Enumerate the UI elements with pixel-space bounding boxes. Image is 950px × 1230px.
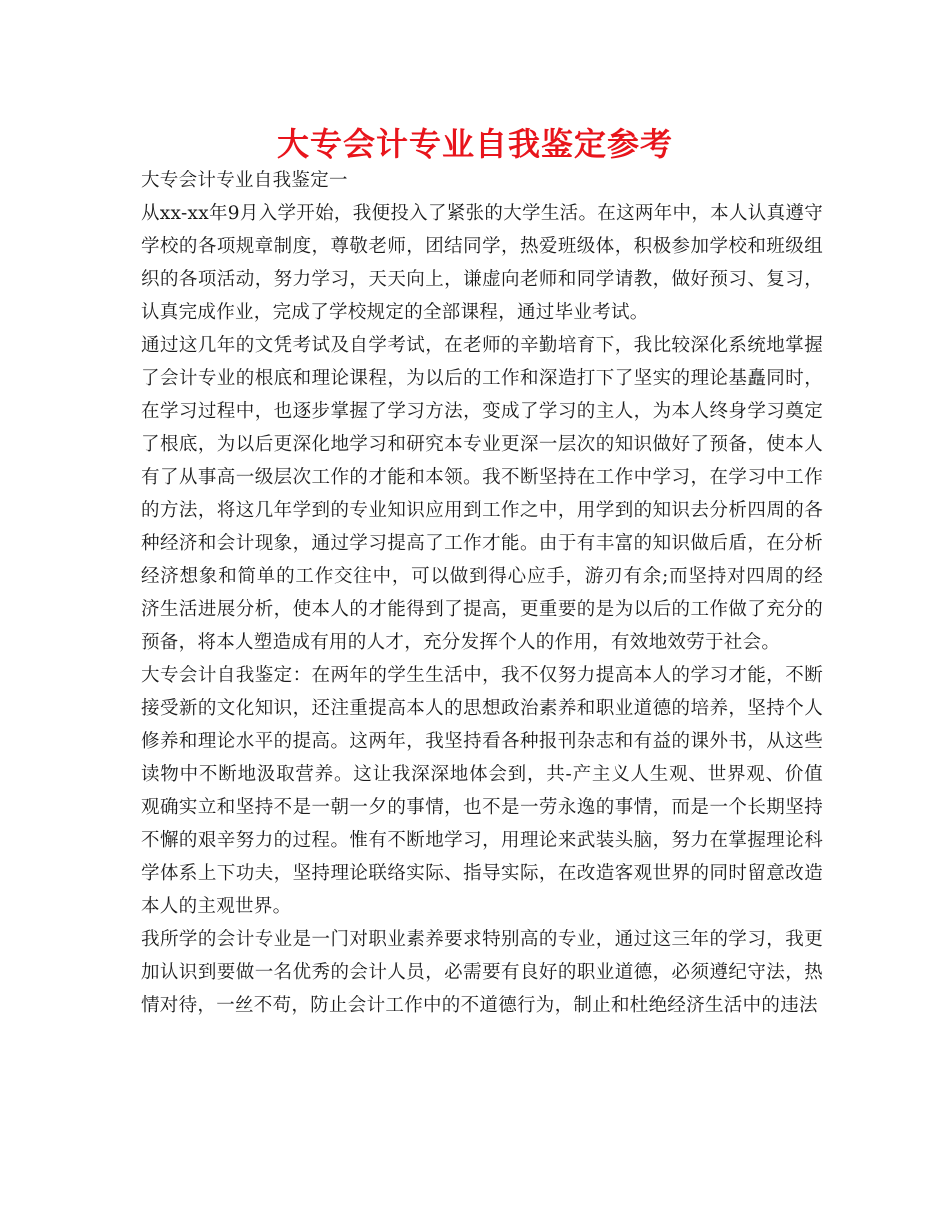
document-body xyxy=(141,164,823,1022)
paragraph-3: 大专会计自我鉴定：在两年的学生生活中，我不仅努力提高本人的学习才能，不断接受新的文化知识，还注重提高本人的思想政治素养和职业道德的培养，坚持个人修养和理论水平的提高。这两年，我坚持看各种报刊杂志和有益的课外书，从这些读物中不断地汲取营养。这让我深深地体会到，共-产主义人生观、世界观、价值观确实立和坚持不是一朝一夕的事情，也不是一劳永逸的事情，而是一个长期坚持不懈的艰辛努力的过程。惟有不断地学习，用理论来武装头脑，努力在掌握理论科学体系上下功夫，坚持理论联络实际、指导实际，在改造客观世界的同时留意改造本人的主观世界。 xyxy=(141,665,823,917)
document-title: 大专会计专业自我鉴定参考 xyxy=(276,125,673,163)
paragraph-1: 从xx-xx年9月入学开始，我便投入了紧张的大学生活。在这两年中，本人认真遵守学校的各项规章制度，尊敬老师，团结同学，热爱班级体，积极参加学校和班级组织的各项活动，努力学习，天天向上，谦虚向老师和同学请教，做好预习、复习，认真完成作业，完成了学校规定的全部课程，通过毕业考试。 xyxy=(141,203,823,323)
paragraph-4: 我所学的会计专业是一门对职业素养要求特别高的专业，通过这三年的学习，我更加认识到要做一名优秀的会计人员，必需要有良好的职业道德，必须遵纪守法，热情对待，一丝不苟，防止会计工作中的不道德行为，制止和杜绝经济生活中的违法 xyxy=(141,929,823,1016)
section-heading: 大专会计专业自我鉴定一 xyxy=(141,170,348,191)
paragraph-2: 通过这几年的文凭考试及自学考试，在老师的辛勤培育下，我比较深化系统地掌握了会计专业的根底和理论课程，为以后的工作和深造打下了坚实的理论基矗同时，在学习过程中，也逐步掌握了学习方法，变成了学习的主人，为本人终身学习奠定了根底，为以后更深化地学习和研究本专业更深一层次的知识做好了预备，使本人有了从事高一级层次工作的才能和本领。我不断坚持在工作中学习，在学习中工作的方法，将这几年学到的专业知识应用到工作之中，用学到的知识去分析四周的各种经济和会计现象，通过学习提高了工作才能。由于有丰富的知识做后盾，在分析经济想象和简单的工作交往中，可以做到得心应手，游刃有余;而坚持对四周的经济生活进展分析，使本人的才能得到了提高，更重要的是为以后的工作做了充分的预备，将本人塑造成有用的人才，充分发挥个人的作用，有效地效劳于社会。 xyxy=(141,335,823,653)
